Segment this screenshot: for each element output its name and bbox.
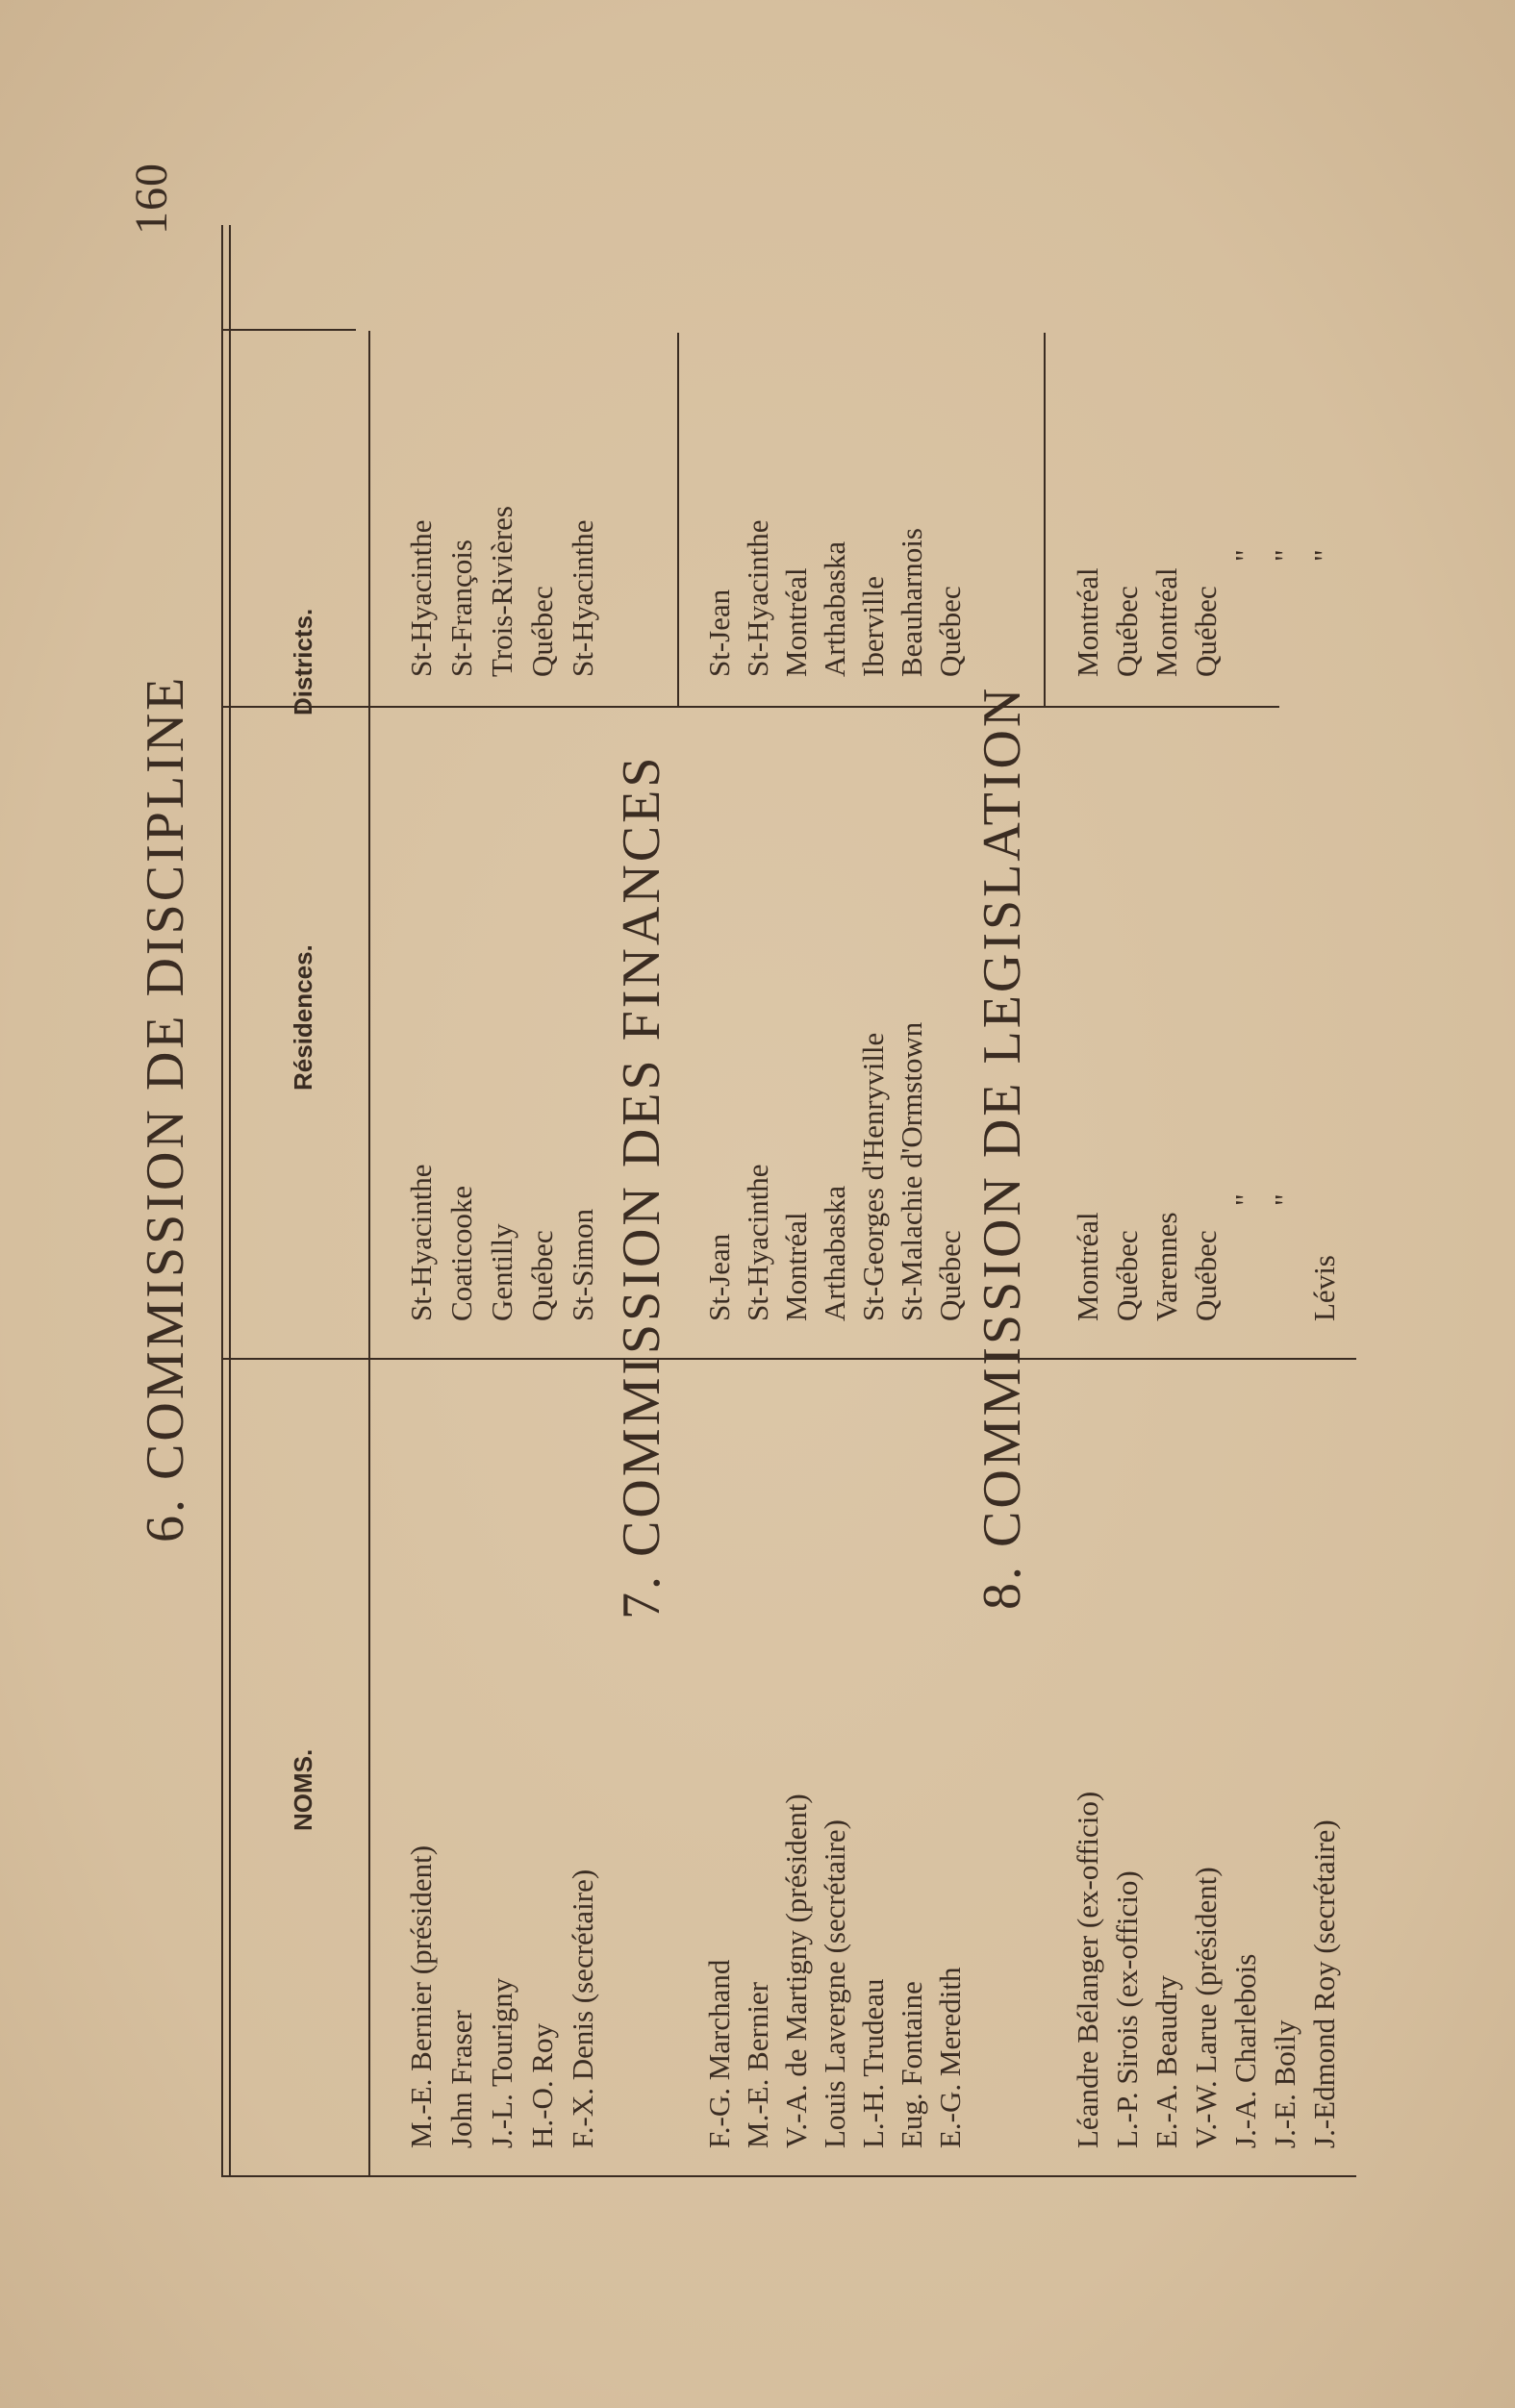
header-districts: Districts. bbox=[289, 608, 317, 715]
residence: Coaticooke bbox=[444, 1185, 478, 1321]
district: Montréal bbox=[1149, 567, 1183, 677]
district: Montréal bbox=[779, 567, 813, 677]
nom: M.-E. Bernier bbox=[741, 1981, 774, 2148]
page-number: 160 bbox=[126, 163, 177, 235]
residence: Varennes bbox=[1149, 1212, 1183, 1321]
section-6-title: 6. COMMISSION DE DISCIPLINE bbox=[136, 674, 195, 1543]
residence: Gentilly bbox=[485, 1223, 518, 1321]
nom: V.-W. Larue (président) bbox=[1189, 1867, 1223, 2148]
nom: M.-E. Bernier (président) bbox=[404, 1844, 438, 2148]
nom: E.-A. Beaudry bbox=[1149, 1975, 1183, 2148]
section-divider bbox=[677, 333, 679, 708]
nom: J.-E. Boily bbox=[1268, 2019, 1301, 2148]
district: St-Hyacinthe bbox=[404, 519, 438, 677]
table-top-rule bbox=[221, 225, 223, 2177]
header-residences: Résidences. bbox=[289, 944, 317, 1091]
nom: F.-X. Denis (secrétaire) bbox=[566, 1869, 599, 2148]
district: Iberville bbox=[856, 575, 890, 677]
district: Québec bbox=[1189, 586, 1223, 677]
table-top-rule-2 bbox=[229, 225, 231, 2177]
section-8-title: 8. COMMISSION DE LEGISLATION bbox=[972, 685, 1032, 1610]
nom: J.-L. Tourigny bbox=[485, 1977, 518, 2148]
nom: E.-G. Meredith bbox=[933, 1967, 967, 2148]
residence: Montréal bbox=[779, 1212, 813, 1321]
districts-column-rule bbox=[221, 329, 356, 331]
district: Montréal bbox=[1071, 567, 1104, 677]
district: St-François bbox=[444, 539, 478, 677]
residence: St-Simon bbox=[566, 1208, 599, 1321]
nom: V.-A. de Martigny (président) bbox=[779, 1793, 813, 2148]
nom: H.-O. Roy bbox=[525, 2022, 559, 2148]
residence: Arthabaska bbox=[818, 1185, 851, 1321]
header-noms: NOMS. bbox=[289, 1748, 317, 1831]
header-rule bbox=[368, 331, 370, 2177]
section-7-title: 7. COMMISSION DES FINANCES bbox=[612, 754, 671, 1619]
residence: St-Georges d'Henryville bbox=[856, 1032, 890, 1321]
residence: St-Jean bbox=[702, 1233, 736, 1321]
district: Québec bbox=[933, 586, 967, 677]
nom: Eug. Fontaine bbox=[895, 1981, 928, 2148]
residence: Montréal bbox=[1071, 1212, 1104, 1321]
district: Québec bbox=[525, 586, 559, 677]
residence: Québec bbox=[1189, 1230, 1223, 1321]
residence: Québec bbox=[525, 1230, 559, 1321]
noms-column-rule bbox=[221, 1358, 1356, 1360]
district: Beauharnois bbox=[895, 528, 928, 677]
nom: Léandre Bélanger (ex-officio) bbox=[1071, 1791, 1104, 2148]
nom: L.-P. Sirois (ex-officio) bbox=[1110, 1870, 1144, 2148]
district: Québec bbox=[1110, 586, 1144, 677]
nom: F.-G. Marchand bbox=[702, 1959, 736, 2148]
nom: John Fraser bbox=[444, 2010, 478, 2148]
left-table-rule bbox=[221, 2175, 1356, 2177]
district: " bbox=[1228, 549, 1262, 562]
nom: Louis Lavergne (secrétaire) bbox=[818, 1819, 851, 2148]
residences-column-rule bbox=[221, 706, 1279, 708]
residence: St-Hyacinthe bbox=[404, 1164, 438, 1321]
district: " bbox=[1268, 549, 1301, 562]
residence: St-Hyacinthe bbox=[741, 1164, 774, 1321]
district: St-Hyacinthe bbox=[741, 519, 774, 677]
district: Arthabaska bbox=[818, 540, 851, 677]
nom: J.-Edmond Roy (secrétaire) bbox=[1307, 1819, 1341, 2148]
section-divider bbox=[1044, 333, 1046, 708]
district: St-Jean bbox=[702, 589, 736, 677]
district: Trois-Rivières bbox=[485, 506, 518, 677]
residence: Lévis bbox=[1307, 1255, 1341, 1321]
residence: " bbox=[1228, 1193, 1262, 1206]
residence: " bbox=[1268, 1193, 1301, 1206]
nom: J.-A. Charlebois bbox=[1228, 1953, 1262, 2148]
district: " bbox=[1307, 549, 1341, 562]
nom: L.-H. Trudeau bbox=[856, 1978, 890, 2148]
residence: St-Malachie d'Ormstown bbox=[895, 1021, 928, 1321]
district: St-Hyacinthe bbox=[566, 519, 599, 677]
residence: Québec bbox=[933, 1230, 967, 1321]
residence: Québec bbox=[1110, 1230, 1144, 1321]
